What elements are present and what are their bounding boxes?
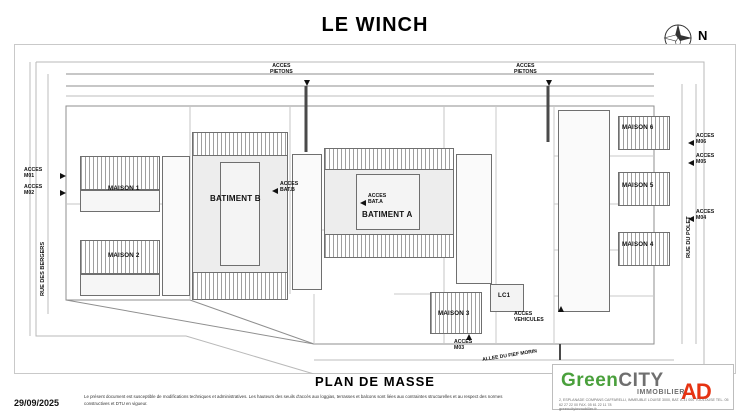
brand-ad: AD xyxy=(681,379,711,404)
street-rue-des-bergers: RUE DES BERGERS xyxy=(40,241,46,296)
parking-strip-center xyxy=(292,154,322,290)
acces-m06: ACCES M06 xyxy=(696,133,715,145)
parking-strip-west xyxy=(162,156,190,296)
east-row-blocks xyxy=(558,110,610,312)
label-maison-1: MAISON 1 xyxy=(108,185,140,192)
label-maison-5: MAISON 5 xyxy=(622,182,654,189)
acces-bat-a-arrow xyxy=(360,200,366,206)
brand-city: CITY xyxy=(618,370,664,391)
logo-block xyxy=(552,364,734,410)
acces-m01-arrow xyxy=(60,173,66,179)
acces-pietons-2: ACCES PIETONS xyxy=(514,63,537,75)
label-maison-3: MAISON 3 xyxy=(438,310,470,317)
acces-m06-arrow xyxy=(688,140,694,146)
building-batiment-b-wingtop xyxy=(192,132,288,156)
acces-pietons-2-arrow xyxy=(546,80,552,86)
building-maison-2-garden xyxy=(80,274,160,296)
building-maison-1-garden xyxy=(80,190,160,212)
page-title: LE WINCH xyxy=(321,14,429,36)
brand-green: Green xyxy=(561,370,619,391)
building-batiment-a-wing xyxy=(324,148,454,170)
building-maison-6 xyxy=(618,116,670,150)
building-maison-4 xyxy=(618,232,670,266)
label-maison-2: MAISON 2 xyxy=(108,252,140,259)
building-batiment-b-wingbottom xyxy=(192,272,288,300)
acces-m02: ACCES M02 xyxy=(24,184,43,196)
acces-bat-a: ACCES BAT.A xyxy=(368,193,387,205)
street-rue-du-polet: RUE DU POLET xyxy=(686,216,692,258)
logo-website[interactable]: greencityimmobilier.fr xyxy=(559,406,597,411)
compass-north-label: N xyxy=(698,28,708,43)
label-lc1: LC1 xyxy=(498,292,511,299)
building-maison-5 xyxy=(618,172,670,206)
label-maison-6: MAISON 6 xyxy=(622,124,654,131)
acces-m01: ACCES M01 xyxy=(24,167,43,179)
building-batiment-b-core xyxy=(220,162,260,266)
parking-strip-east-a xyxy=(456,154,492,284)
plan-caption: PLAN DE MASSE xyxy=(315,374,435,389)
label-batiment-b: BATIMENT B xyxy=(210,194,261,203)
acces-m05-arrow xyxy=(688,160,694,166)
acces-vehicules-arrow xyxy=(558,306,564,312)
label-batiment-a: BATIMENT A xyxy=(362,210,413,219)
logo-address: 2, ESPLANADE COMPANS CAFFARELLI, IMMEUBLE LOUISE 3000, BAT. A 31 000 TOULOUSE TEL. 05 62 27 22 00 FAX. 05 61 22 11 78 xyxy=(559,398,729,407)
acces-m02-arrow xyxy=(60,190,66,196)
acces-bat-b-arrow xyxy=(272,188,278,194)
street-allee-du-fief-morin: ALLEE DU FIEF MORIN xyxy=(481,348,538,363)
label-maison-4: MAISON 4 xyxy=(622,241,654,248)
site-plan xyxy=(14,44,736,374)
acces-m03: ACCES M03 xyxy=(454,339,473,351)
acces-m04: ACCES M04 xyxy=(696,209,715,221)
acces-bat-b: ACCES BAT.B xyxy=(280,181,299,193)
legal-notice: Le présent document est susceptible de modifications techniques et administratives. Les hauteurs des seuils d'accès aux loggias, terrasses et balcons sont liées aux contraintes structurelles et au respect des normes constructives et DTU en vigueur. xyxy=(84,394,503,406)
building-batiment-a-wing2 xyxy=(324,234,454,258)
acces-m05: ACCES M05 xyxy=(696,153,715,165)
acces-pietons-1: ACCES PIETONS xyxy=(270,63,293,75)
acces-vehicules: ACCES VEHICULES xyxy=(514,311,544,323)
document-date: 29/09/2025 xyxy=(14,398,60,408)
brand-sub: IMMOBILIER xyxy=(637,389,685,396)
acces-pietons-1-arrow xyxy=(304,80,310,86)
